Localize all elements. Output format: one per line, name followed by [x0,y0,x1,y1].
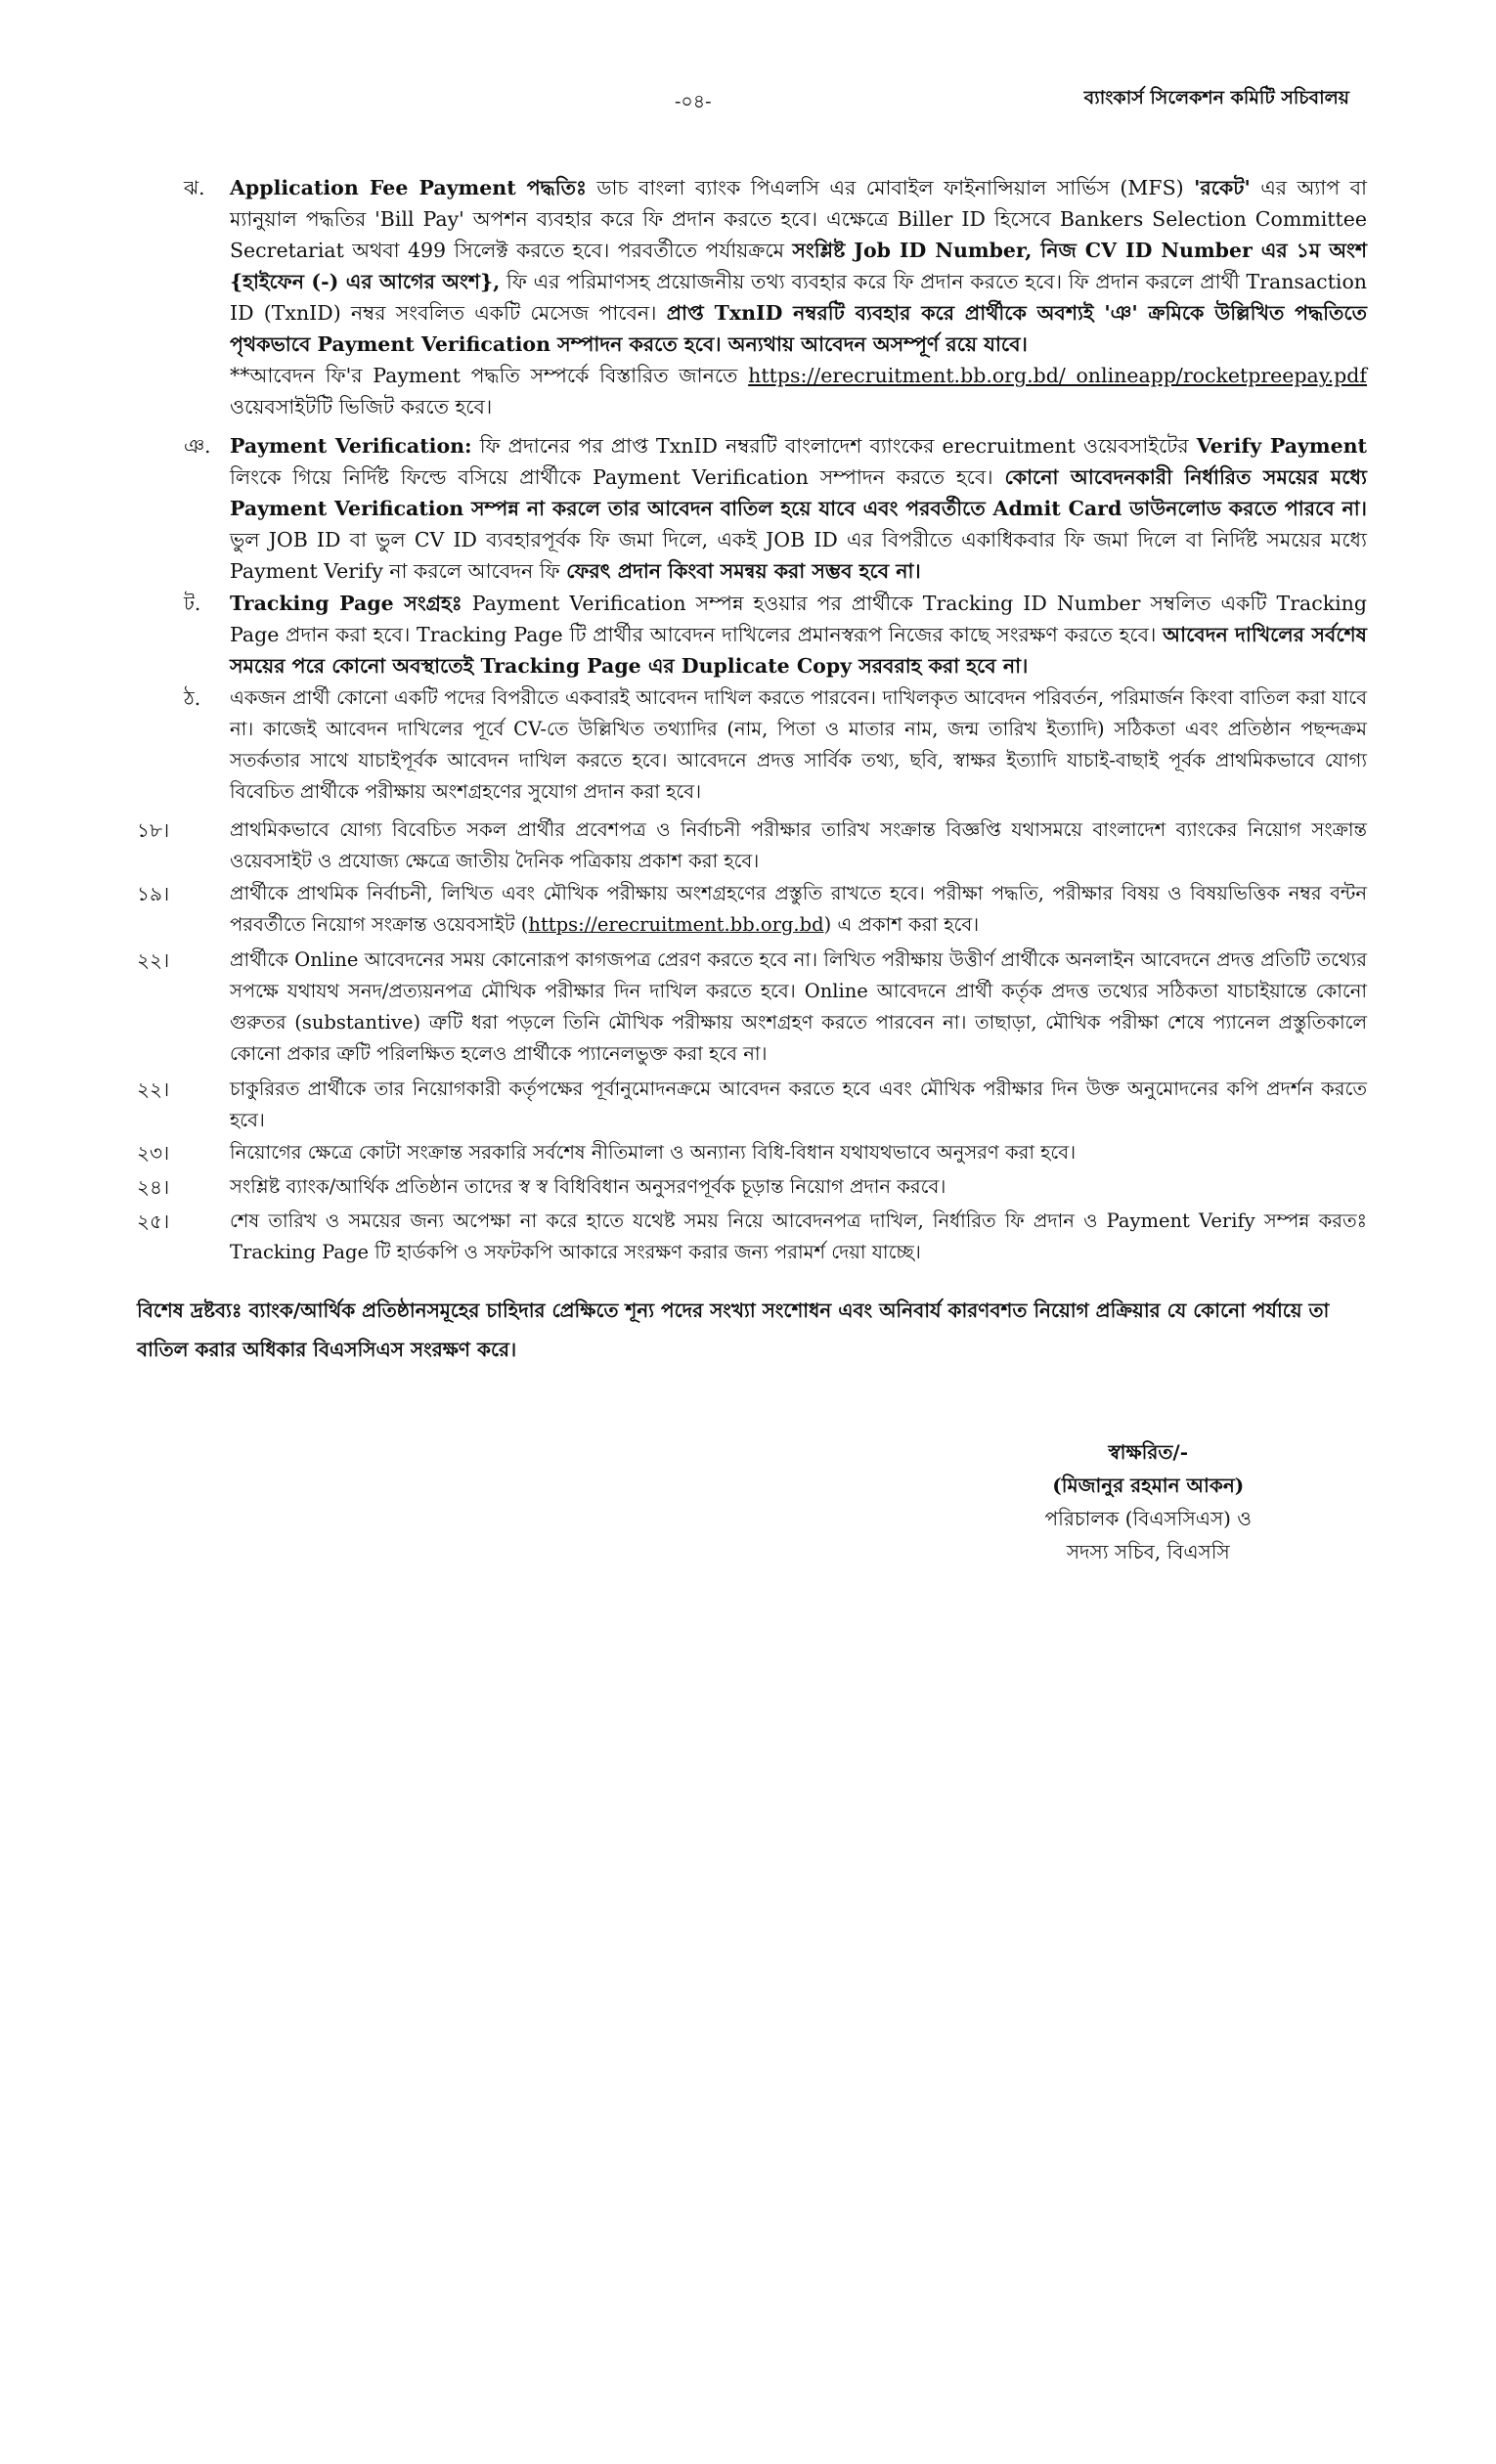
item-text: প্রার্থীকে Online আবেদনের সময় কোনোরূপ কাগজপত্র প্রেরণ করতে হবে না। লিখিত পরীক্ষায় উত্তীর্ণ প্রার্থীকে অনলাইন আবেদনে প্রদত্ত প্রতিটি তথ্যের সপক্ষে যথাযথ সনদ/প্রত্যয়নপত্র মৌখিক পরীক্ষার দিন দাখিল করতে হবে। Online আবেদনে প্রার্থী কর্তৃক প্রদত্ত তথ্যের সঠিকতা যাচাইয়ান্তে কোনো গুরুতর (substantive) ত্রুটি ধরা পড়লে তিনি মৌখিক পরীক্ষায় অংশগ্রহণ করতে পারবেন না। তাছাড়া, মৌখিক পরীক্ষা শেষে প্যানেল প্রস্তুতিকালে কোনো প্রকার ত্রুটি পরিলক্ষিত হলেও প্রার্থীকে প্যানেলভুক্ত করা হবে না। [230,948,1367,1065]
item-text: Payment Verification: ফি প্রদানের পর প্রাপ্ত TxnID নম্বরটি বাংলাদেশ ব্যাংকের erecruitment ওয়েবসাইটের Verify Payment লিংকে গিয়ে নির্দিষ্ট ফিল্ডে বসিয়ে প্রার্থীকে Payment Verification সম্পাদন করতে হবে। কোনো আবেদনকারী নির্ধারিত সময়ের মধ্যে Payment Verification সম্পন্ন না করলে তার আবেদন বাতিল হয়ে যাবে এবং পরবর্তীতে Admit Card ডাউনলোড করতে পারবে না। ভুল JOB ID বা ভুল CV ID ব্যবহারপূর্বক ফি জমা দিলে, একই JOB ID এর বিপরীতে একাধিকবার ফি জমা দিলে বা নির্দিষ্ট সময়ের মধ্যে Payment Verify না করলে আবেদন ফি ফেরৎ প্রদান কিংবা সমন্বয় করা সম্ভব হবে না। [230,434,1368,583]
item-marker: ঝ. [184,176,205,199]
item-marker: ট. [184,592,201,615]
item-text: শেষ তারিখ ও সময়ের জন্য অপেক্ষা না করে হাতে যথেষ্ট সময় নিয়ে আবেদনপত্র দাখিল, নির্ধারিত ফি প্রদান ও Payment Verify সম্পন্ন করতঃ Tracking Page টি হার্ডকপি ও সফটকপি আকারে সংরক্ষণ করার জন্য পরামর্শ দেয়া যাচ্ছে। [230,1210,1367,1263]
signatory-designation: পরিচালক (বিএসসিএস) ও [1044,1507,1252,1530]
signatory-name: (মিজানুর রহমান আকন) [1052,1474,1245,1497]
item-marker: ঠ. [184,686,201,710]
item-marker: ২২। [137,1078,170,1101]
item-marker: ২৪। [137,1175,170,1199]
office-header: ব্যাংকার্স সিলেকশন কমিটি সচিবালয় [1083,87,1349,109]
rocket-prepay-link[interactable]: https://erecruitment.bb.org.bd/ onlineapp/rocketpreepay.pdf [748,364,1367,387]
rocket-label: 'রকেট' [1194,176,1251,199]
page-number: -০৪- [675,91,712,112]
item-marker: ২২। [137,948,170,972]
signatory-designation-2: সদস্য সচিব, বিএসসি [1066,1540,1230,1563]
item-text: প্রাথমিকভাবে যোগ্য বিবেচিত সকল প্রার্থীর প্রবেশপত্র ও নির্বাচনী পরীক্ষার তারিখ সংক্রান্ত বিজ্ঞপ্তি যথাসময়ে বাংলাদেশ ব্যাংকের নিয়োগ সংক্রান্ত ওয়েবসাইট ও প্রযোজ্য ক্ষেত্রে জাতীয় দৈনিক পত্রিকায় প্রকাশ করা হবে। [230,818,1367,872]
item-marker: ২৫। [137,1210,170,1233]
item-marker: ঞ. [184,434,211,458]
item-text: চাকুরিরত প্রার্থীকে তার নিয়োগকারী কর্তৃপক্ষের পূর্বানুমোদনক্রমে আবেদন করতে হবে এবং মৌখিক পরীক্ষার দিন উক্ত অনুমোদনের কপি প্রদর্শন করতে হবে। [230,1078,1367,1131]
signature-block [1045,1435,1252,1568]
item-title: Tracking Page সংগ্রহঃ [230,592,462,615]
signed-label: স্বাক্ষরিত/- [1108,1440,1189,1464]
item-text: নিয়োগের ক্ষেত্রে কোটা সংক্রান্ত সরকারি সর্বশেষ নীতিমালা ও অন্যান্য বিধি-বিধান যথাযথভাবে অনুসরণ করা হবে। [230,1141,1077,1164]
item-marker: ১৮। [137,818,170,842]
item-text: একজন প্রার্থী কোনো একটি পদের বিপরীতে একবারই আবেদন দাখিল করতে পারবেন। দাখিলকৃত আবেদন পরিবর্তন, পরিমার্জন কিংবা বাতিল করা যাবে না। কাজেই আবেদন দাখিলের পূর্বে CV-তে উল্লিখিত তথ্যাদির (নাম, পিতা ও মাতার নাম, জন্ম তারিখ ইত্যাদি) সঠিকতা এবং প্রতিষ্ঠান পছন্দক্রম সতর্কতার সাথে যাচাইপূর্বক আবেদন দাখিল করতে হবে। আবেদনে প্রদত্ত সার্বিক তথ্য, ছবি, স্বাক্ষর ইত্যাদি যাচাই-বাছাই পূর্বক প্রাথমিকভাবে যোগ্য বিবেচিত প্রার্থীকে পরীক্ষায় অংশগ্রহণের সুযোগ প্রদান করা হবে। [230,686,1367,803]
item-text: Tracking Page সংগ্রহঃ Payment Verification সম্পন্ন হওয়ার পর প্রার্থীকে Tracking ID Number সম্বলিত একটি Tracking Page প্রদান করা হবে। Tracking Page টি প্রার্থীর আবেদন দাখিলের প্রমানস্বরূপ নিজের কাছে সংরক্ষণ করতে হবে। আবেদন দাখিলের সর্বশেষ সময়ের পরে কোনো অবস্থাতেই Tracking Page এর Duplicate Copy সরবরাহ করা হবে না। [230,592,1368,678]
item-text: সংশ্লিষ্ট ব্যাংক/আর্থিক প্রতিষ্ঠান তাদের স্ব স্ব বিধিবিধান অনুসরণপূর্বক চূড়ান্ত নিয়োগ প্রদান করবে। [230,1175,946,1198]
item-marker: ২৩। [137,1141,170,1165]
item-marker: ১৯। [137,882,170,905]
erecruitment-link[interactable]: https://erecruitment.bb.org.bd [528,913,824,936]
item-text: Application Fee Payment পদ্ধতিঃ ডাচ বাংলা ব্যাংক পিএলসি এর মোবাইল ফাইনান্সিয়াল সার্ভিস (MFS) 'রকেট' এর অ্যাপ বা ম্যানুয়াল পদ্ধতির 'Bill Pay' অপশন ব্যবহার করে ফি প্রদান করতে হবে। এক্ষেত্রে Biller ID হিসেবে Bankers Selection Committee Secretariat অথবা 499 সিলেক্ট করতে হবে। পরবর্তীতে পর্যায়ক্রমে সংশ্লিষ্ট Job ID Number, নিজ CV ID Number এর ১ম অংশ {হাইফেন (-) এর আগের অংশ}, ফি এর পরিমাণসহ প্রয়োজনীয় তথ্য ব্যবহার করে ফি প্রদান করতে হবে। ফি প্রদান করলে প্রার্থী Transaction ID (TxnID) নম্বর সংবলিত একটি মেসেজ পাবেন। প্রাপ্ত TxnID নম্বরটি ব্যবহার করে প্রার্থীকে অবশ্যই 'ঞ' ক্রমিকে উল্লিখিত পদ্ধতিতে পৃথকভাবে Payment Verification সম্পাদন করতে হবে। অন্যথায় আবেদন অসম্পূর্ণ রয়ে যাবে। **আবেদন ফি'র Payment পদ্ধতি সম্পর্কে বিস্তারিত জানতে https://erecruitment.bb.org.bd/ onlineapp/rocketpreepay.pdf ওয়েবসাইটটি ভিজিট করতে হবে। [230,176,1367,418]
special-note: বিশেষ দ্রষ্টব্যঃ ব্যাংক/আর্থিক প্রতিষ্ঠানসমূহের চাহিদার প্রেক্ষিতে শূন্য পদের সংখ্যা সংশোধন এবং অনিবার্য কারণবশত নিয়োগ প্রক্রিয়ার যে কোনো পর্যায়ে তা বাতিল করার অধিকার বিএসসিএস সংরক্ষণ করে। [137,1298,1330,1361]
item-title: Payment Verification: [230,434,472,458]
item-text: প্রার্থীকে প্রাথমিক নির্বাচনী, লিখিত এবং মৌখিক পরীক্ষায় অংশগ্রহণের প্রস্তুতি রাখতে হবে। পরীক্ষা পদ্ধতি, পরীক্ষার বিষয় ও বিষয়ভিত্তিক নম্বর বন্টন পরবর্তীতে নিয়োগ সংক্রান্ত ওয়েবসাইট (https://erecruitment.bb.org.bd) এ প্রকাশ করা হবে। [230,882,1367,936]
item-title: Application Fee Payment পদ্ধতিঃ [230,176,587,199]
